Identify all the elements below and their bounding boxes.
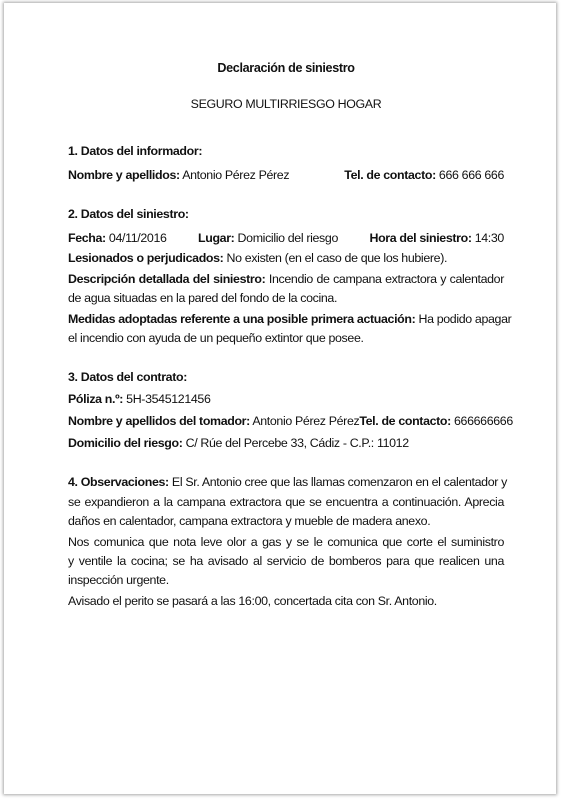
siniestro-lesionados-label: Lesionados o perjudicados: (68, 251, 224, 265)
observaciones-p2-line2: y ventile la cocina; se ha avisado al servicio de bomberos para que realicen una (68, 554, 504, 568)
observaciones-p3-line1: Avisado el perito se pasará a las 16:00, concertada cita con Sr. Antonio. (68, 594, 437, 608)
siniestro-hora-label: Hora del siniestro: (369, 231, 472, 245)
contrato-tomador (68, 413, 359, 430)
informador-row (68, 167, 504, 184)
informador-nombre (68, 167, 289, 184)
observaciones-p2-line3: inspección urgente. (68, 573, 169, 587)
observaciones-heading: 4. Observaciones: (68, 475, 169, 489)
contrato-poliza-label: Póliza n.º: (68, 392, 124, 406)
observaciones-line1 (68, 474, 507, 491)
siniestro-lugar (198, 230, 338, 247)
informador-tel (344, 167, 504, 184)
observaciones-p1-line3: daños en calentador, campana extractora y mueble de madera anexo. (68, 514, 431, 528)
contrato-tel (359, 413, 513, 430)
siniestro-lesionados-value: No existen (en el caso de que los hubiere). (223, 251, 448, 265)
document-subtitle: SEGURO MULTIRRIESGO HOGAR (190, 97, 382, 111)
section-informador-heading: 1. Datos del informador: (68, 144, 203, 158)
informador-nombre-label: Nombre y apellidos: (68, 168, 180, 182)
siniestro-lugar-label: Lugar: (198, 231, 235, 245)
observaciones-p2-line1: Nos comunica que nota leve olor a gas y se le comunica que corte el suministro (68, 535, 504, 549)
siniestro-descripcion-line1 (68, 271, 504, 288)
siniestro-medidas-line1 (68, 311, 512, 328)
contrato-tel-label: Tel. de contacto: (359, 414, 451, 428)
contrato-domicilio-label: Domicilio del riesgo: (68, 436, 183, 450)
observaciones-p1-line2: se expandieron a la campana extractora que se encuentra a continuación. Aprecia (68, 495, 504, 509)
siniestro-descripcion-label: Descripción detallada del siniestro: (68, 272, 266, 286)
siniestro-medidas-line2: el incendio con ayuda de un pequeño extintor que posee. (68, 331, 364, 345)
contrato-tomador-label: Nombre y apellidos del tomador: (68, 414, 250, 428)
siniestro-medidas-label: Medidas adoptadas referente a una posible primera actuación: (68, 312, 416, 326)
siniestro-hora-value: 14:30 (471, 231, 504, 245)
contrato-tomador-row (68, 413, 513, 430)
siniestro-medidas-value-1: Ha podido apagar (415, 312, 512, 326)
contrato-tomador-value: Antonio Pérez Pérez (249, 414, 360, 428)
informador-tel-value: 666 666 666 (435, 168, 504, 182)
informador-nombre-value: Antonio Pérez Pérez (179, 168, 290, 182)
siniestro-lugar-value: Domicilio del riesgo (234, 231, 338, 245)
document-title: Declaración de siniestro (217, 61, 355, 75)
contrato-domicilio-value: C/ Rúe del Percebe 33, Cádiz - C.P.: 11012 (182, 436, 409, 450)
siniestro-fecha (68, 230, 167, 247)
contrato-domicilio (68, 435, 504, 452)
document-page (4, 3, 556, 794)
siniestro-descripcion-value-1: Incendio de campana extractora y calentador (265, 272, 504, 286)
informador-tel-label: Tel. de contacto: (344, 168, 436, 182)
siniestro-lesionados (68, 250, 504, 267)
contrato-poliza (68, 391, 504, 408)
section-siniestro-heading: 2. Datos del siniestro: (68, 207, 189, 221)
contrato-poliza-value: 5H-3545121456 (123, 392, 211, 406)
siniestro-row (68, 230, 504, 247)
siniestro-fecha-value: 04/11/2016 (105, 231, 167, 245)
siniestro-fecha-label: Fecha: (68, 231, 106, 245)
contrato-tel-value: 666666666 (450, 414, 513, 428)
siniestro-hora (369, 230, 504, 247)
section-contrato-heading: 3. Datos del contrato: (68, 370, 187, 384)
siniestro-descripcion-line2: de agua situadas en la pared del fondo de la cocina. (68, 291, 338, 305)
observaciones-p1-line1: El Sr. Antonio cree que las llamas comenzaron en el calentador y (168, 475, 507, 489)
